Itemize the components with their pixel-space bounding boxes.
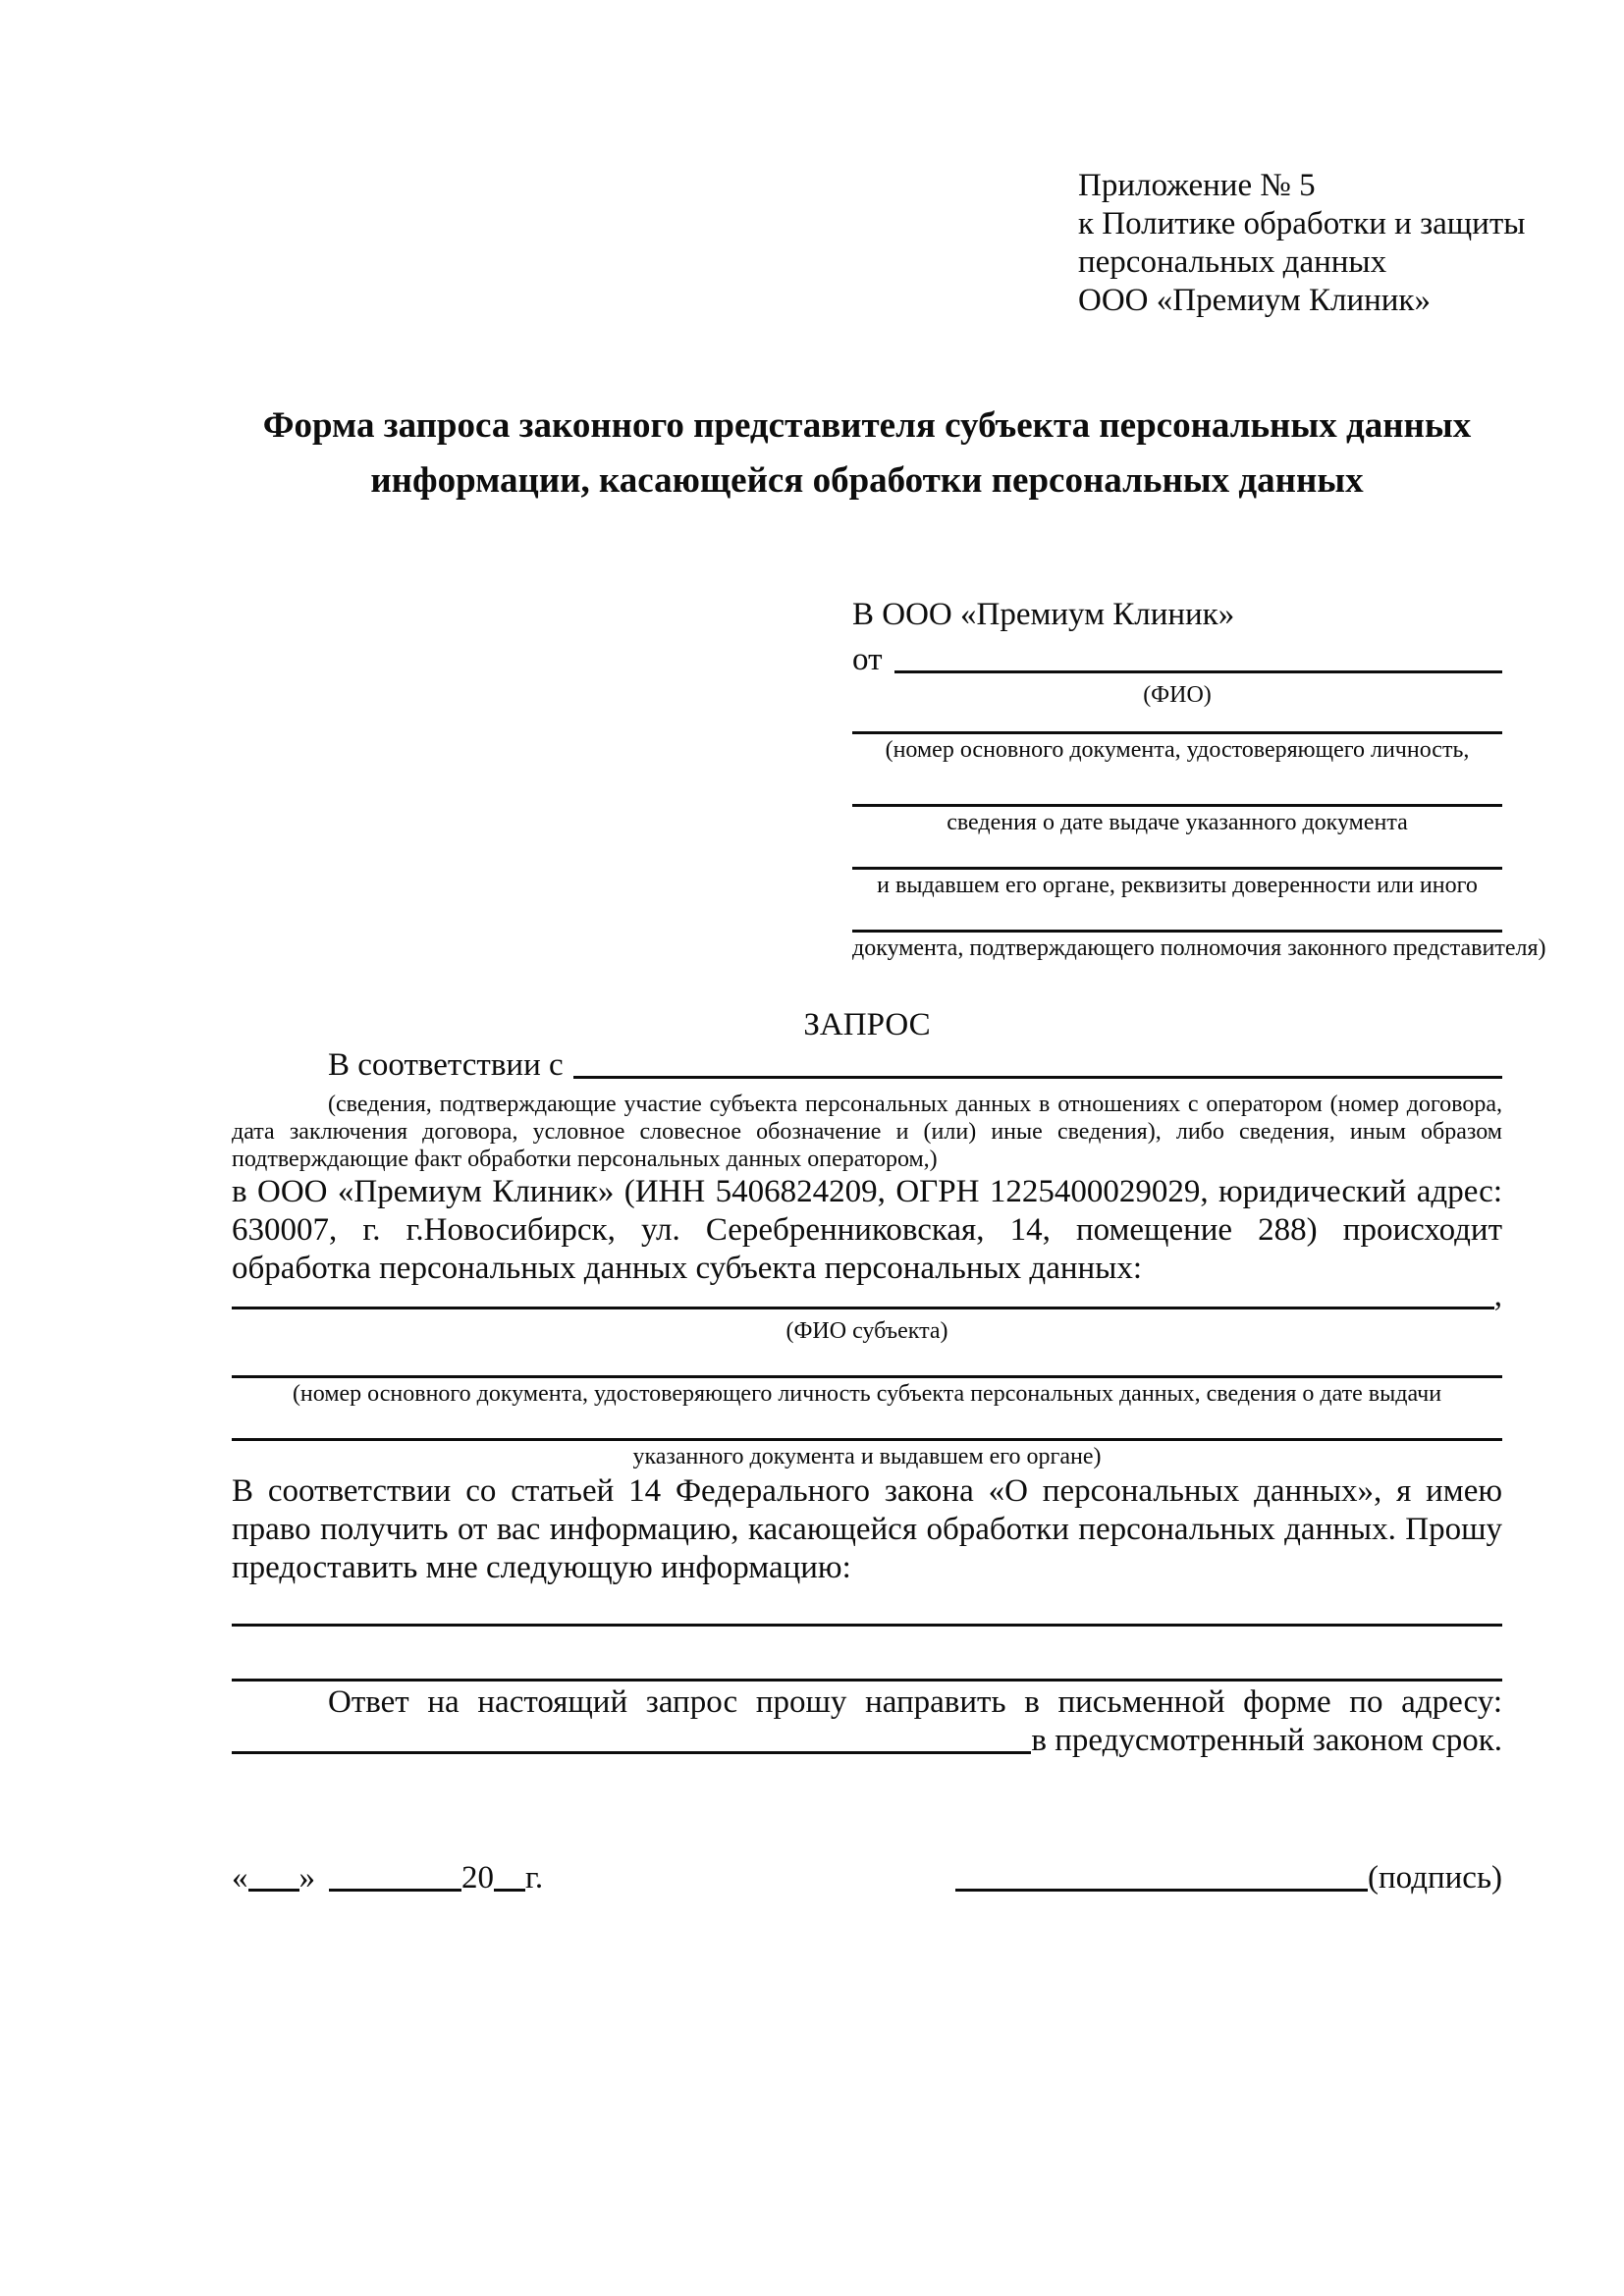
- request-heading: ЗАПРОС: [803, 1007, 931, 1042]
- address-fill-line: [232, 1751, 1031, 1754]
- subject-fio-caption: (ФИО субъекта): [785, 1318, 948, 1344]
- footer-row: [232, 1854, 1502, 1897]
- information-fill-line: [232, 1587, 1502, 1627]
- year-suffix: г.: [525, 1860, 544, 1896]
- date-quote-close: »: [298, 1860, 315, 1896]
- addressee-from-row: [852, 636, 1502, 679]
- subject-doc-caption: указанного документа и выдавшем его органе): [632, 1444, 1102, 1469]
- representative-doc-fill-line: [852, 836, 1502, 870]
- information-fill-line: [232, 1627, 1502, 1682]
- fio-caption: (ФИО): [1143, 682, 1212, 708]
- signature-caption: (подпись): [1368, 1860, 1502, 1896]
- answer-tail: в предусмотренный законом срок.: [1031, 1723, 1502, 1758]
- month-blank: [329, 1889, 461, 1892]
- answer-address-row: [232, 1722, 1502, 1760]
- from-label: от: [852, 642, 883, 677]
- annex-line: Приложение № 5: [1078, 168, 1316, 203]
- date-quote-open: «: [232, 1860, 248, 1896]
- subject-fio-fill-line: [232, 1307, 1494, 1309]
- representative-doc-fill-line: [852, 709, 1502, 734]
- subject-doc-fill-line: [232, 1408, 1502, 1441]
- subject-fio-row: [232, 1278, 1502, 1315]
- signature-fill-line: [955, 1889, 1368, 1892]
- addressee-block: [852, 593, 1546, 962]
- representative-doc-caption: сведения о дате выдаче указанного документа: [947, 810, 1408, 835]
- representative-doc-caption: (номер основного документа, удостоверяющего личность,: [885, 737, 1470, 763]
- form-title-line-1: Форма запроса законного представителя субъекта персональных данных: [262, 405, 1472, 446]
- year-blank: [494, 1889, 525, 1892]
- date-line: [232, 1859, 543, 1897]
- representative-doc-fill-line: [852, 764, 1502, 807]
- operator-paragraph: в ООО «Премиум Клиник» (ИНН 5406824209, ОГРН 1225400029029, юридический адрес: 630007, г. г.Новосибирск, ул. Серебренниковская, 14, помещение 288) происходит обработка персональных данных субъекта персональных данных:: [232, 1174, 1502, 1286]
- annex-header-block: [1078, 167, 1526, 320]
- representative-doc-fill-line: [852, 899, 1502, 933]
- subject-doc-caption: (номер основного документа, удостоверяющего личность субъекта персональных данных, сведения о дате выдачи: [292, 1381, 1442, 1407]
- accordance-row: [232, 1046, 1502, 1085]
- annex-line: к Политике обработки и защиты: [1078, 206, 1526, 241]
- accordance-label: В соответствии с: [328, 1047, 564, 1083]
- subject-doc-fill-line: [232, 1345, 1502, 1378]
- accordance-fill-line: [573, 1076, 1502, 1079]
- subject-comma: ,: [1493, 1278, 1502, 1313]
- representative-fio-fill-line: [894, 670, 1503, 673]
- annex-line: персональных данных: [1078, 244, 1387, 280]
- representative-doc-caption: документа, подтверждающего полномочия законного представителя): [852, 935, 1546, 961]
- signature-area: [955, 1859, 1502, 1897]
- day-blank: [248, 1889, 299, 1892]
- form-title: [232, 399, 1502, 508]
- form-title-line-2: информации, касающейся обработки персональных данных: [370, 460, 1364, 501]
- year-prefix: 20: [461, 1860, 494, 1896]
- accordance-caption: (сведения, подтверждающие участие субъекта персональных данных в отношениях с оператором (номер договора, дата заключения договора, условное словесное обозначение и (или) иные сведения), либо сведения, иным образом подтверждающие факт обработки персональных данных оператором,): [232, 1092, 1502, 1172]
- answer-paragraph: Ответ на настоящий запрос прошу направить в письменной форме по адресу:: [328, 1684, 1502, 1720]
- annex-line: ООО «Премиум Клиник»: [1078, 283, 1431, 318]
- representative-doc-caption: и выдавшем его органе, реквизиты доверенности или иного: [877, 873, 1478, 898]
- law-paragraph: В соответствии со статьей 14 Федерального закона «О персональных данных», я имею право получить от вас информацию, касающейся обработки персональных данных. Прошу предоставить мне следующую информацию:: [232, 1473, 1502, 1585]
- addressee-to-line: В ООО «Премиум Клиник»: [852, 597, 1235, 632]
